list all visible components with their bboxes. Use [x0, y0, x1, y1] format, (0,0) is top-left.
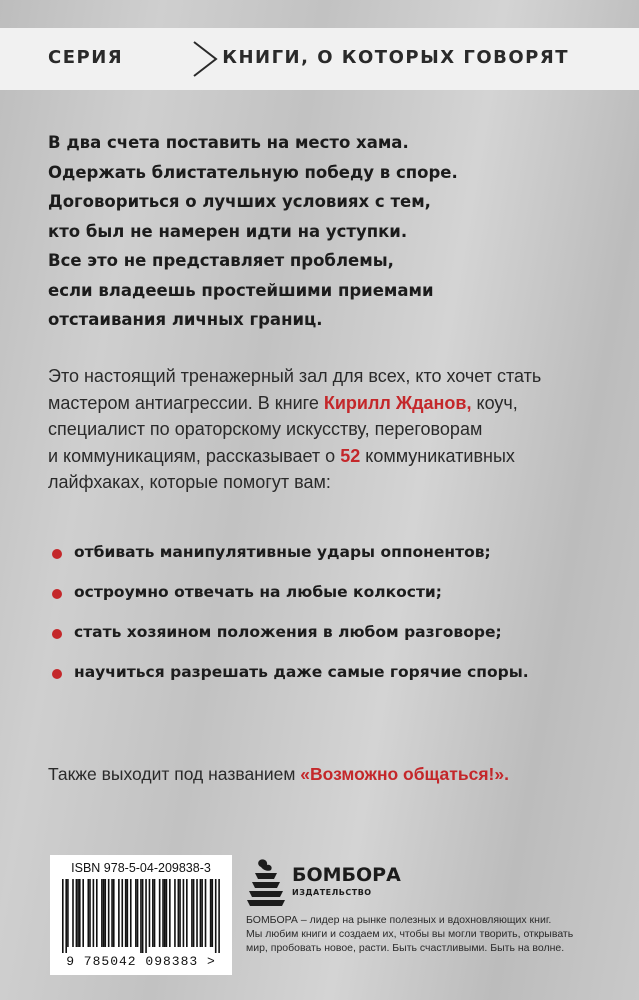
isbn-label: ISBN 978-5-04-209838-3	[71, 861, 211, 875]
description-line: специалист по ораторскому искусству, переговорам	[48, 419, 483, 439]
barcode-icon	[62, 879, 220, 953]
benefits-list	[52, 540, 612, 700]
chevron-right-icon	[190, 40, 220, 78]
lead-line: отстаивания личных границ.	[48, 310, 323, 329]
barcode-bar	[186, 879, 188, 947]
lead-paragraph	[48, 128, 608, 335]
publisher-description	[246, 913, 626, 955]
barcode-bar	[196, 879, 198, 947]
barcode-bar	[79, 879, 81, 947]
barcode-bar	[127, 879, 129, 947]
barcode-bar	[82, 879, 84, 947]
barcode-bar	[65, 879, 67, 953]
barcode-bar	[87, 879, 89, 947]
barcode-bar	[76, 879, 78, 947]
barcode-bar	[200, 879, 202, 947]
barcode-bar	[121, 879, 123, 947]
barcode-bar	[125, 879, 127, 947]
barcode-bar	[111, 879, 113, 947]
author-comma: ,	[466, 392, 472, 413]
lead-line: Договориться о лучших условиях с тем,	[48, 192, 431, 211]
barcode-bar	[210, 879, 212, 947]
barcode-bar	[152, 879, 154, 947]
description-line: лайфхаках, которые помогут вам:	[48, 472, 331, 492]
barcode-bar	[205, 879, 207, 947]
barcode-bar	[191, 879, 193, 947]
alternate-title: «Возможно общаться!»	[300, 764, 505, 784]
list-item: стать хозяином положения в любом разговоре;	[52, 620, 612, 660]
barcode-bar	[164, 879, 166, 947]
barcode-bar	[96, 879, 98, 947]
description-line: и коммуникациям, рассказывает о 52 коммуникативных	[48, 445, 515, 466]
lead-line: если владеешь простейшими приемами	[48, 280, 434, 300]
barcode-bar	[159, 879, 161, 947]
bullet-dot-icon	[52, 669, 62, 679]
alternate-title-note: Также выходит под названием «Возможно общаться!».	[48, 764, 509, 784]
barcode-bar	[169, 879, 171, 947]
isbn-barcode	[50, 855, 232, 975]
lead-line: Одержать блистательную победу в споре.	[48, 162, 458, 182]
barcode-bar	[178, 879, 180, 947]
barcode-bar	[67, 879, 69, 947]
barcode-bar	[77, 879, 79, 947]
barcode-bar	[174, 879, 176, 947]
bullet-dot-icon	[52, 629, 62, 639]
barcode-bar	[149, 879, 151, 947]
author-name: Кирилл Жданов	[323, 392, 467, 413]
barcode-bar	[62, 879, 64, 953]
barcode-bar	[104, 879, 106, 947]
barcode-bar	[113, 879, 115, 947]
description-line: мастером антиагрессии. В книге Кирилл Жданов, коуч,	[48, 392, 518, 413]
barcode-digits: 9 785042 098383 >	[66, 954, 216, 969]
barcode-bar	[183, 879, 185, 947]
publisher-description-line: БОМБОРА – лидер на рынке полезных и вдохновляющих книг.	[246, 914, 552, 926]
publisher-name: БОМБОРА	[292, 864, 401, 886]
barcode-bar	[145, 879, 147, 953]
barcode-bar	[215, 879, 217, 953]
barcode-bar	[162, 879, 164, 947]
description-line: Это настоящий тренажерный зал для всех, кто хочет стать	[48, 366, 542, 386]
list-item: научиться разрешать даже самые горячие споры.	[52, 660, 612, 700]
barcode-bar	[140, 879, 142, 953]
barcode-bar	[108, 879, 110, 947]
description-paragraph	[48, 363, 608, 496]
barcode-bar	[179, 879, 181, 947]
barcode-bar	[101, 879, 103, 947]
series-banner	[0, 28, 639, 90]
lead-line: кто был не намерен идти на уступки.	[48, 221, 408, 241]
list-item: остроумно отвечать на любые колкости;	[52, 580, 612, 620]
barcode-bar	[154, 879, 156, 947]
series-name: КНИГИ, О КОТОРЫХ ГОВОРЯТ	[222, 47, 569, 68]
barcode-bar	[93, 879, 95, 947]
barcode-bar	[218, 879, 220, 953]
publisher-description-line: Мы любим книги и создаем их, чтобы вы могли творить, открывать	[246, 928, 574, 940]
barcode-bar	[201, 879, 203, 947]
barcode-bar	[103, 879, 105, 947]
barcode-bar	[72, 879, 74, 947]
barcode-bar	[118, 879, 120, 947]
barcode-bar	[89, 879, 91, 947]
publisher-description-line: мир, пробовать новое, расти. Быть счастливыми. Быть на волне.	[246, 942, 565, 954]
list-item: отбивать манипулятивные удары оппонентов;	[52, 540, 612, 580]
barcode-bar	[137, 879, 139, 947]
bullet-dot-icon	[52, 589, 62, 599]
bullet-dot-icon	[52, 549, 62, 559]
lead-line: Все это не представляет проблемы,	[48, 251, 394, 270]
series-label: СЕРИЯ	[48, 47, 124, 68]
barcode-bar	[130, 879, 132, 947]
barcode-bar	[135, 879, 137, 947]
barcode-bar	[142, 879, 144, 953]
barcode-bar	[166, 879, 168, 947]
bombora-logo-icon	[246, 858, 286, 908]
publisher-subtitle: ИЗДАТЕЛЬСТВО	[292, 888, 372, 897]
barcode-bar	[212, 879, 214, 947]
barcode-bar	[193, 879, 195, 947]
lead-line: В два счета поставить на место хама.	[48, 133, 409, 152]
lifehack-count: 52	[340, 445, 361, 466]
